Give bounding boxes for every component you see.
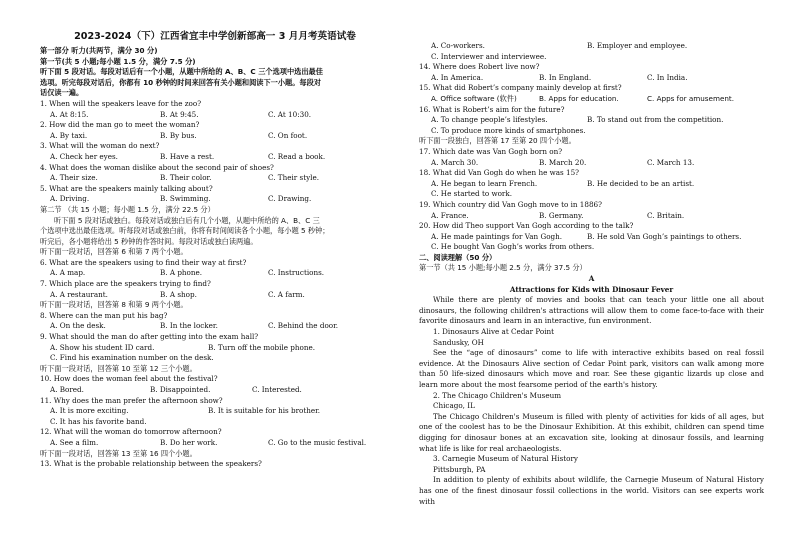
option-c: C. It has his favorite band. bbox=[50, 416, 147, 426]
option-a: A. Show his student ID card. bbox=[50, 342, 155, 352]
passage-paragraph: The Chicago Children's Museum is filled with plenty of activities for kids of all ages, but one of the coolest has to be the Dinosaur Exhibition. At this exhibit, children can spend time digging for dinosaur bones at an excavation site, looking at dinosaur fossils, and learning what life is like for real archaeologists. bbox=[419, 411, 764, 453]
exam-title: 2023-2024（下）江西省宜丰中学创新部高一 3 月月考英语试卷 bbox=[74, 31, 356, 42]
section1-instructions: 话仅读一遍。 bbox=[40, 88, 84, 98]
question-9: 9. What should the man do after getting into the exam hall? bbox=[40, 332, 259, 342]
option-c: C. March 13. bbox=[647, 157, 695, 167]
option-c: C. Go to the music festival. bbox=[268, 437, 367, 447]
question-12-options bbox=[40, 438, 390, 449]
option-c: C. Behind the door. bbox=[268, 321, 339, 331]
option-a: A. He began to learn French. bbox=[431, 178, 538, 188]
section1-heading: 第一节(共 5 小题;每小题 1.5 分，满分 7.5 分) bbox=[40, 56, 196, 66]
question-4: 4. What does the woman dislike about the second pair of shoes? bbox=[40, 162, 274, 172]
option-a: A. Driving. bbox=[50, 194, 90, 204]
question-10-options bbox=[40, 385, 390, 396]
option-b: B. In the locker. bbox=[160, 321, 218, 331]
option-c: C. Instructions. bbox=[268, 268, 325, 278]
option-a: A. A restaurant. bbox=[50, 289, 108, 299]
option-c: C. He started to work. bbox=[431, 189, 512, 199]
option-c: C. Drawing. bbox=[268, 194, 312, 204]
option-a: A. Bored. bbox=[50, 385, 84, 394]
question-15: 15. What did Robert’s company mainly develop at first? bbox=[419, 83, 622, 93]
option-b: B. Do her work. bbox=[160, 437, 218, 447]
attraction-location: Chicago, IL bbox=[433, 401, 475, 411]
option-c: C. At 10:30. bbox=[268, 109, 312, 119]
attraction-name: 1. Dinosaurs Alive at Cedar Point bbox=[433, 327, 555, 337]
option-c: C. A farm. bbox=[268, 289, 305, 299]
option-b: B. He decided to be an artist. bbox=[587, 178, 695, 188]
option-c: C. Interested. bbox=[252, 385, 302, 394]
question-18-options bbox=[419, 179, 764, 190]
option-b: B. March 20. bbox=[539, 157, 587, 167]
option-c: C. Interviewer and interviewee. bbox=[431, 51, 547, 61]
question-7: 7. Which place are the speakers trying to find? bbox=[40, 279, 211, 289]
option-c: C. Find his examination number on the desk. bbox=[50, 353, 214, 363]
option-a: A. On the desk. bbox=[50, 321, 106, 331]
question-15-options bbox=[419, 94, 764, 105]
question-3: 3. What will the woman do next? bbox=[40, 141, 160, 151]
question-14-options bbox=[419, 73, 764, 84]
question-9-options bbox=[40, 343, 390, 354]
option-b: B. Germany. bbox=[539, 210, 584, 220]
question-16-options bbox=[419, 115, 764, 126]
attraction-name: 2. The Chicago Children's Museum bbox=[433, 390, 562, 400]
passage-paragraph: While there are plenty of movies and books that can teach your little one all about dinosaurs, the following children's attractions will allow them to come face-to-face with their favorite dinosaurs and learn in an interactive, fun environment. bbox=[419, 295, 764, 326]
question-19: 19. Which country did Van Gogh move to in 1886? bbox=[419, 199, 602, 209]
question-1: 1. When will the speakers leave for the zoo? bbox=[40, 98, 202, 108]
question-12: 12. What will the woman do tomorrow afternoon? bbox=[40, 427, 222, 437]
question-2-options bbox=[40, 131, 390, 142]
option-b: B. He sold Van Gogh’s paintings to others. bbox=[587, 231, 742, 241]
question-17: 17. Which date was Van Gogh born on? bbox=[419, 146, 563, 156]
option-b: B. Employer and employee. bbox=[587, 41, 688, 50]
option-a: A. France. bbox=[431, 210, 469, 220]
passage-letter: A bbox=[588, 274, 595, 284]
option-a: A. A map. bbox=[50, 268, 86, 278]
option-b: B. In England. bbox=[539, 72, 592, 82]
section1-instructions: 听下面 5 段对话。每段对话后有一个小题，从题中所给的 A、B、C 三个选项中选出最佳 bbox=[40, 67, 323, 77]
option-b: B. To stand out from the competition. bbox=[587, 115, 724, 125]
question-17-options bbox=[419, 158, 764, 169]
listening-prompt: 听下面一段对话，回答第 8 和第 9 两个小题。 bbox=[40, 300, 188, 310]
listening-prompt: 听下面一段对话，回答第 10 至第 12 三个小题。 bbox=[40, 363, 197, 373]
section1-instructions: 选项。听完每段对话后，你都有 10 秒钟的时间来回答有关小题和阅读下一小题。每段对 bbox=[40, 77, 321, 87]
question-2: 2. How did the man go to meet the woman? bbox=[40, 120, 200, 130]
question-13: 13. What is the probable relationship between the speakers? bbox=[40, 459, 262, 469]
question-16: 16. What is Robert’s aim for the future? bbox=[419, 104, 565, 114]
option-a: A. Check her eyes. bbox=[50, 151, 118, 161]
question-6-options bbox=[40, 268, 390, 279]
part1-heading: 第一部分 听力(共两节，满分 30 分) bbox=[40, 46, 158, 55]
section2-instructions: 个选项中选出最佳选项。听每段对话或独白前，你将有时间阅读各个小题，每小题 5 秒钟； bbox=[40, 226, 330, 236]
section3-heading: 第一节（共 15 小题;每小题 2.5 分，满分 37.5 分） bbox=[419, 263, 587, 273]
question-20-options bbox=[419, 232, 764, 243]
question-18: 18. What did Van Gogh do when he was 15? bbox=[419, 168, 580, 178]
option-a: A. By taxi. bbox=[50, 130, 88, 140]
option-b: B. Have a rest. bbox=[160, 151, 215, 161]
option-c: C. Read a book. bbox=[268, 151, 326, 161]
attraction-location: Pittsburgh, PA bbox=[433, 464, 486, 474]
listening-prompt: 听下面一段对话，回答第 6 和第 7 两个小题。 bbox=[40, 247, 188, 257]
passage-title: Attractions for Kids with Dinosaur Fever bbox=[509, 284, 674, 294]
question-10: 10. How does the woman feel about the festival? bbox=[40, 374, 218, 384]
left-column bbox=[40, 40, 390, 470]
option-c: C. Britain. bbox=[647, 210, 685, 220]
option-a: A. March 30. bbox=[431, 157, 479, 167]
option-b: B. By bus. bbox=[160, 130, 197, 140]
section2-heading: 第二节 （共 15 小题；每小题 1.5 分，满分 22.5 分） bbox=[40, 204, 215, 214]
option-a: A. At 8:15. bbox=[50, 109, 89, 119]
question-14: 14. Where does Robert live now? bbox=[419, 62, 540, 72]
option-b: B. It is suitable for his brother. bbox=[208, 406, 321, 416]
option-b: B. Apps for education. bbox=[539, 93, 619, 103]
option-b: B. Disappointed. bbox=[150, 385, 211, 394]
question-5: 5. What are the speakers mainly talking about? bbox=[40, 183, 213, 193]
passage-paragraph: In addition to plenty of exhibits about wildlife, the Carnegie Museum of Natural History has one of the finest dinosaur fossil collections in the world. Visitors can see experts work with bbox=[419, 475, 764, 506]
question-8: 8. Where can the man put his bag? bbox=[40, 310, 168, 320]
option-c: C. On foot. bbox=[268, 130, 308, 140]
option-c: C. He bought Van Gogh’s works from others. bbox=[431, 242, 595, 252]
question-7-options bbox=[40, 290, 390, 301]
option-a: A. Co-workers. bbox=[431, 41, 485, 50]
option-a: A. See a film. bbox=[50, 437, 99, 447]
option-a: A. To change people’s lifestyles. bbox=[431, 115, 548, 125]
question-11-options bbox=[40, 406, 390, 417]
question-11: 11. Why does the man prefer the afternoon show? bbox=[40, 395, 223, 405]
question-20: 20. How did Theo support Van Gogh according to the talk? bbox=[419, 221, 634, 231]
option-a: A. In America. bbox=[431, 72, 484, 82]
question-6: 6. What are the speakers using to find their way at first? bbox=[40, 257, 247, 267]
right-column bbox=[419, 41, 764, 507]
question-19-options bbox=[419, 211, 764, 222]
option-a: A. Their size. bbox=[50, 173, 98, 183]
attraction-name: 3. Carnegie Museum of Natural History bbox=[433, 454, 578, 464]
option-c: C. Apps for amusement. bbox=[647, 93, 735, 103]
option-b: B. Their color. bbox=[160, 173, 212, 183]
option-b: B. A phone. bbox=[160, 268, 203, 278]
option-a: A. Office software (软件) bbox=[431, 93, 517, 103]
option-c: C. To produce more kinds of smartphones. bbox=[431, 125, 586, 135]
option-c: C. In India. bbox=[647, 72, 688, 82]
question-3-options bbox=[40, 152, 390, 163]
section2-instructions: 听完后，各小题将给出 5 秒钟的作答时间。每段对话或独白读两遍。 bbox=[40, 236, 258, 246]
option-b: B. At 9:45. bbox=[160, 109, 199, 119]
attraction-location: Sandusky, OH bbox=[433, 337, 484, 347]
part2-heading: 二、阅读理解（50 分） bbox=[419, 252, 497, 262]
listening-prompt: 听下面一段对话，回答第 13 至第 16 四个小题。 bbox=[40, 448, 197, 458]
option-c: C. Their style. bbox=[268, 173, 319, 183]
section2-instructions: 听下面 5 段对话或独白。每段对话或独白后有几个小题，从题中所给的 A、B、C 三 bbox=[54, 215, 320, 225]
question-8-options bbox=[40, 321, 390, 332]
passage-paragraph: See the “age of dinosaurs” come to life with interactive exhibits based on real fossil evidence. At the Dinosaurs Alive section of Cedar Point park, visitors can walk among more than 50 life-sized dinosaurs which move and roar. See these gigantic lizards up close and learn more about the most fearsome period of the earth's history. bbox=[419, 348, 764, 389]
option-b: B. Swimming. bbox=[160, 194, 211, 204]
question-1-options bbox=[40, 110, 390, 121]
listening-prompt: 听下面一段独白，回答第 17 至第 20 四个小题。 bbox=[419, 136, 576, 146]
question-13-options bbox=[419, 41, 764, 52]
option-a: A. He made paintings for Van Gogh. bbox=[431, 231, 563, 241]
question-5-options bbox=[40, 194, 390, 205]
option-a: A. It is more exciting. bbox=[50, 406, 129, 416]
question-4-options bbox=[40, 173, 390, 184]
option-b: B. Turn off the mobile phone. bbox=[208, 342, 316, 352]
option-b: B. A shop. bbox=[160, 289, 197, 299]
